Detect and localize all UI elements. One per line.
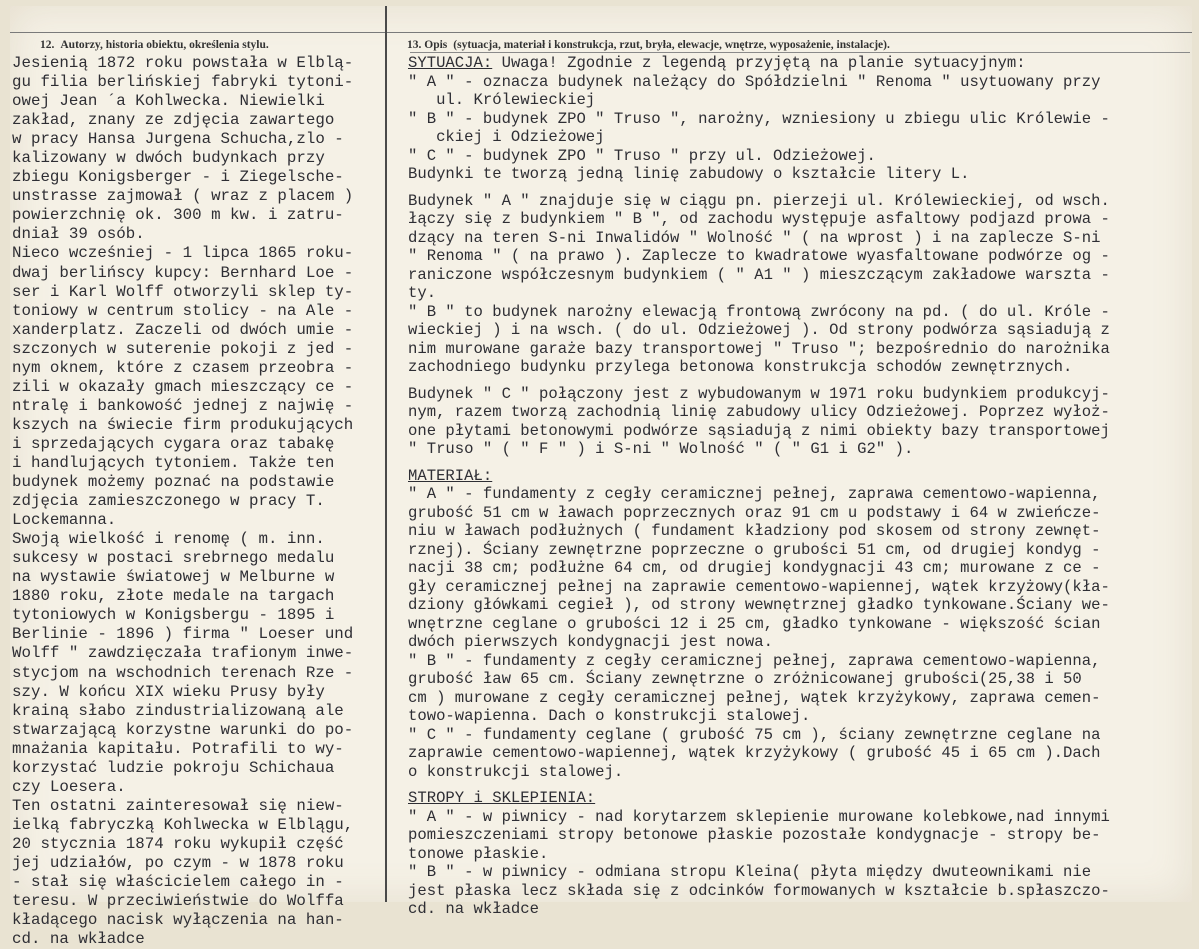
top-rule bbox=[10, 32, 1192, 33]
text-line: i sprzedających cygara oraz tabakę bbox=[12, 434, 335, 453]
text-line: stwarzającą korzystne warunki do po- bbox=[12, 720, 354, 739]
text-line: tonowe płaskie. bbox=[408, 844, 549, 863]
text-line: korzystać ludzie pokroju Schichaua bbox=[12, 758, 335, 777]
text-line: ul. Królewieckiej bbox=[408, 91, 596, 109]
text-line: grubość ław 65 cm. Ściany zewnętrzne o zróżnicowanej grubości(25,38 i 50 bbox=[408, 670, 1082, 688]
text-line: niu w ławach podłużnych ( fundament kładziony pod skosem od strony zewnęt- bbox=[408, 522, 1101, 540]
text-line: cm ) murowane z cegły ceramicznej pełnej, wątek krzyżykowy, zaprawa cemen- bbox=[408, 688, 1101, 707]
text-line: zili w okazały gmach mieszczący ce - bbox=[12, 377, 354, 396]
text-line: w pracy Hansa Jurgena Schucha,zlo - bbox=[12, 130, 344, 149]
text-line: dziony główkami cegieł ), od strony wewnętrznej gładko tynkowane.Ściany we- bbox=[408, 596, 1110, 614]
text-line: toniowy w centrum stolicy - na Ale - bbox=[12, 301, 354, 320]
right-header bbox=[407, 39, 890, 51]
left-header-title: Autorzy, historia obiektu, określenia stylu. bbox=[60, 39, 269, 51]
text-line: mnażania kapitału. Potrafili to wy- bbox=[12, 739, 344, 758]
sytuacja-block bbox=[408, 73, 1110, 184]
text-line: dniał 39 osób. bbox=[12, 225, 145, 244]
text-line: unstrasse zajmował ( wraz z placem ) bbox=[12, 187, 354, 206]
text-line: ntralę i bankowość jednej z najwię - bbox=[12, 396, 354, 415]
text-line: kładącego nacisk wyłączenia na han- bbox=[12, 911, 344, 930]
text-line: 20 stycznia 1874 roku wykupił część bbox=[12, 834, 344, 853]
paragraph-buildings-a-b bbox=[408, 192, 1110, 377]
text-line: grubość 51 cm w ławach poprzecznych oraz 91 cm u podstawy i 64 w zwieńcze- bbox=[408, 503, 1101, 522]
text-line: stycjom na wschodnich terenach Rze - bbox=[12, 663, 354, 682]
text-line: rznej). Ściany zewnętrzne poprzeczne o grubości 51 cm, od drugiej kondyg - bbox=[408, 540, 1101, 559]
text-line: gu filia berlińskiej fabryki tytoni- bbox=[12, 73, 354, 92]
sytuacja-line bbox=[408, 54, 1110, 73]
text-line: gły ceramicznej pełnej na zaprawie cementowo-wapiennej, wątek krzyżowy(kła- bbox=[408, 577, 1110, 596]
text-line: zdjęcia zamieszczonego w pracy T. bbox=[12, 492, 325, 511]
text-line: Budynki te tworzą jedną linię zabudowy o kształcie litery L. bbox=[408, 165, 970, 183]
text-line: " B " to budynek narożny elewacją frontową zwrócony na pd. ( do ul. Króle - bbox=[408, 302, 1110, 321]
left-column-text bbox=[12, 54, 353, 949]
text-line: Berlinie - 1896 ) firma " Loeser und bbox=[12, 625, 354, 644]
text-line: i handlujących tytoniem. Także ten bbox=[12, 453, 335, 472]
material-block bbox=[408, 485, 1110, 781]
text-line: zbiegu Konigsberger - i Ziegelsche- bbox=[12, 168, 344, 187]
text-line: zakład, znany ze zdjęcia zawartego bbox=[12, 111, 335, 130]
text-line: " Truso " ( " F " ) i S-ni " Wolność " ( " G1 i G2" ). bbox=[408, 440, 914, 458]
text-line: wnętrzne ceglane o grubości 12 i 25 cm, gładko tynkowane - większość ścian bbox=[408, 614, 1101, 633]
column-divider bbox=[385, 6, 387, 902]
text-line: " B " - w piwnicy - odmiana stropu Kleina( płyta między dwuteownikami nie bbox=[408, 863, 1092, 881]
text-line: krainą słabo zindustrializowaną ale bbox=[12, 701, 344, 720]
text-line: wieckiej ) i na wsch. ( do ul. Odzieżowej ). Od strony podwórza sąsiadują z bbox=[408, 321, 1110, 339]
text-line: ckiej i Odzieżowej bbox=[408, 128, 605, 146]
text-line: towo-wapienna. Dach o konstrukcji stalowej. bbox=[408, 707, 811, 725]
text-line: szy. W końcu XIX wieku Prusy były bbox=[12, 682, 325, 701]
text-line: 1880 roku, złote medale na targach bbox=[12, 587, 335, 606]
text-line: ser i Karl Wolff otworzyli sklep ty- bbox=[12, 282, 354, 301]
text-line: cd. na wkładce bbox=[12, 930, 145, 949]
text-line: sukcesy w postaci srebrnego medalu bbox=[12, 549, 335, 568]
text-line: nym oknem, które z czasem przeobra - bbox=[12, 358, 354, 377]
text-line: one płytami betonowymi podwórze sąsiadują z nimi obiekty bazy transportowej bbox=[408, 421, 1110, 440]
text-line: " A " - oznacza budynek należący do Spółdzielni " Renoma " usytuowany przy bbox=[408, 72, 1101, 91]
stropy-block bbox=[408, 808, 1110, 919]
text-line: Ten ostatni zainteresował się niew- bbox=[12, 796, 344, 815]
text-line: ielką fabryczką Kohlwecka w Elblągu, bbox=[12, 815, 354, 834]
text-line: Wolff " zawdzięczała trafionym inwe- bbox=[12, 644, 354, 663]
text-line: " Renoma " ( na prawo ). Zaplecze to kwadratowe wyasfaltowane podwórze og - bbox=[408, 247, 1110, 265]
right-column-text bbox=[408, 54, 1110, 919]
sytuacja-heading: SYTUACJA: bbox=[408, 54, 493, 72]
text-line: tytoniowych w Konigsbergu - 1895 i bbox=[12, 606, 335, 625]
right-header-number: 13. Opis bbox=[407, 39, 448, 51]
text-line: łączy się z budynkiem " B ", od zachodu występuje asfaltowy podjazd prowa - bbox=[408, 210, 1110, 228]
text-line: budynek możemy poznać na podstawie bbox=[12, 473, 335, 492]
text-line: dwaj berlińscy kupcy: Bernhard Loe - bbox=[12, 263, 354, 282]
text-line: dzący na teren S-ni Inwalidów " Wolność " ( na wprost ) i na zaplecze S-ni bbox=[408, 228, 1101, 247]
text-line: powierzchnię ok. 300 m kw. i zatru- bbox=[12, 206, 344, 225]
text-line: Budynek " A " znajduje się w ciągu pn. pierzeji ul. Królewieckiej, od wsch. bbox=[408, 191, 1110, 210]
text-line: jej udziałów, po czym - w 1878 roku bbox=[12, 853, 344, 872]
text-line: kszych na świecie firm produkujących bbox=[12, 415, 354, 434]
text-line: " B " - fundamenty z cegły ceramicznej pełnej, zaprawa cementowo-wapienna, bbox=[408, 651, 1101, 670]
left-header-number: 12. bbox=[40, 39, 55, 51]
text-line: owej Jean ´a Kohlwecka. Niewielki bbox=[12, 92, 325, 111]
text-line: Lockemanna. bbox=[12, 511, 117, 530]
text-line: nacji 38 cm; podłużne 64 cm, od drugiej kondygnacji 43 cm; murowane z ce - bbox=[408, 559, 1101, 577]
text-line: czy Loesera. bbox=[12, 777, 126, 796]
text-line: pomieszczeniami stropy betonowe płaskie pozostałe kondygnacje - stropy be- bbox=[408, 826, 1101, 844]
paragraph-building-c bbox=[408, 385, 1110, 459]
text-line: Budynek " C " połączony jest z wybudowanym w 1971 roku budynkiem produkcyj- bbox=[408, 384, 1110, 403]
text-line: - stał się właścicielem całego in - bbox=[12, 873, 344, 892]
text-line: zaprawie cementowo-wapiennej, wątek krzyżykowy ( grubość 45 i 65 cm ).Dach bbox=[408, 744, 1101, 762]
text-line: szczonych w suterenie pokoji z jed - bbox=[12, 339, 354, 358]
text-line: " A " - w piwnicy - nad korytarzem sklepienie murowane kolebkowe,nad innymi bbox=[408, 807, 1110, 826]
text-line: " C " - fundamenty ceglane ( grubość 75 cm ), ściany zewnętrzne ceglane na bbox=[408, 725, 1101, 744]
text-line: na wystawie światowej w Melburne w bbox=[12, 568, 335, 587]
sytuacja-intro: Uwaga! Zgodnie z legendą przyjętą na planie sytuacyjnym: bbox=[492, 54, 1026, 72]
text-line: xanderplatz. Zaczeli od dwóch umie - bbox=[12, 320, 354, 339]
text-line: zachodniego budynku przylega betonowa konstrukcja schodów zewnętrznych. bbox=[408, 358, 1073, 376]
text-line: raniczone współczesnym budynkiem ( " A1 " ) mieszczącym zakładowe warszta - bbox=[408, 265, 1110, 284]
text-line: nim murowane garaże bazy transportowej " Truso "; bezpośrednio do narożnika bbox=[408, 339, 1110, 358]
right-header-rule bbox=[410, 52, 1190, 53]
text-line: dwóch pierwszych kondygnacji jest nowa. bbox=[408, 633, 773, 651]
text-line: nym, razem tworzą zachodnią linię zabudowy ulicy Odzieżowej. Poprzez wyłoż- bbox=[408, 403, 1110, 421]
document-sheet bbox=[10, 6, 1192, 949]
text-line: Nieco wcześniej - 1 lipca 1865 roku- bbox=[12, 244, 354, 263]
text-line: ty. bbox=[408, 284, 437, 302]
stropy-heading: STROPY i SKLEPIENIA: bbox=[408, 789, 596, 807]
text-line: Swoją wielkość i renomę ( m. inn. bbox=[12, 530, 325, 549]
text-line: Jesienią 1872 roku powstała w Elblą- bbox=[12, 54, 354, 72]
text-line: jest płaska lecz składa się z odcinków formowanych w kształcie b.spłaszczo- bbox=[408, 881, 1110, 900]
left-header bbox=[40, 39, 269, 51]
text-line: teresu. W przeciwieństwie do Wolffa bbox=[12, 892, 344, 911]
text-line: cd. na wkładce bbox=[408, 900, 540, 918]
text-line: " A " - fundamenty z cegły ceramicznej pełnej, zaprawa cementowo-wapienna, bbox=[408, 485, 1101, 503]
text-line: " B " - budynek ZPO " Truso ", narożny, wzniesiony u zbiegu ulic Królewie - bbox=[408, 109, 1110, 128]
text-line: kalizowany w dwóch budynkach przy bbox=[12, 149, 325, 168]
material-heading: MATERIAŁ: bbox=[408, 466, 493, 485]
text-line: o konstrukcji stalowej. bbox=[408, 762, 624, 781]
text-line: " C " - budynek ZPO " Truso " przy ul. Odzieżowej. bbox=[408, 146, 876, 165]
right-header-title: (sytuacja, materiał i konstrukcja, rzut, bryła, elewacje, wnętrze, wyposażenie, instalacje). bbox=[453, 39, 890, 51]
